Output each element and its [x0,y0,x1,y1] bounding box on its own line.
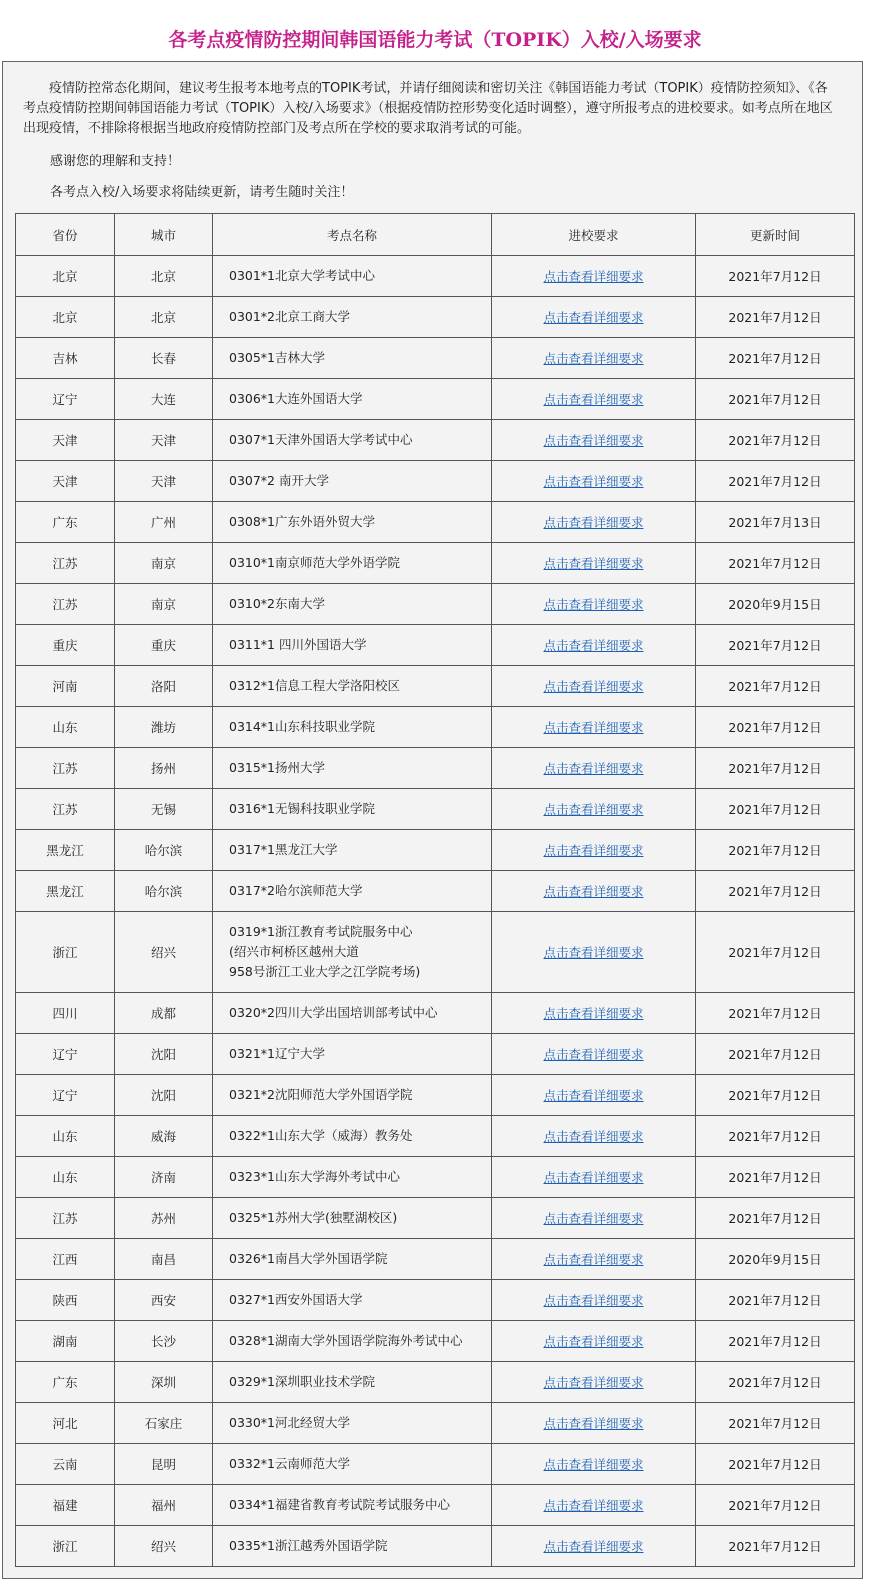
city-cell: 沈阳 [115,1034,213,1075]
site-name: 0317*2哈尔滨师范大学 [229,883,363,898]
site-name: 0308*1广东外语外贸大学 [229,514,376,529]
table-row [16,1526,855,1567]
update-note: 各考点入校/入场要求将陆续更新，请考生随时关注！ [50,185,354,200]
update-time-cell: 2021年7月12日 [696,748,855,789]
update-time-cell: 2021年7月12日 [696,461,855,502]
city-cell: 南京 [115,543,213,584]
site-name: 0306*1大连外国语大学 [229,391,363,406]
city-cell: 石家庄 [115,1403,213,1444]
city-cell: 绍兴 [115,912,213,993]
site-name-cell [213,379,492,420]
update-time-cell: 2021年7月12日 [696,830,855,871]
view-requirements-link[interactable]: 点击查看详细要求 [543,1006,644,1021]
site-name: 0326*1南昌大学外国语学院 [229,1251,388,1266]
city-cell: 北京 [115,297,213,338]
site-name-cell [213,1034,492,1075]
table-row [16,707,855,748]
city-cell: 重庆 [115,625,213,666]
province-cell: 辽宁 [16,1075,115,1116]
requirements-cell [492,338,696,379]
update-time-cell: 2021年7月12日 [696,912,855,993]
view-requirements-link[interactable]: 点击查看详细要求 [543,843,644,858]
thanks-text: 感谢您的理解和支持！ [50,154,181,169]
requirements-cell [492,1485,696,1526]
update-time-cell: 2021年7月12日 [696,543,855,584]
city-cell: 长春 [115,338,213,379]
update-time-cell: 2021年7月12日 [696,1157,855,1198]
view-requirements-link[interactable]: 点击查看详细要求 [543,1293,644,1308]
province-cell: 黑龙江 [16,830,115,871]
province-cell: 河北 [16,1403,115,1444]
province-cell: 天津 [16,461,115,502]
table-row [16,502,855,543]
city-cell: 西安 [115,1280,213,1321]
province-cell: 天津 [16,420,115,461]
table-row [16,830,855,871]
province-cell: 江苏 [16,584,115,625]
intro-text: 疫情防控常态化期间，建议考生报考本地考点的TOPIK考试，并请仔细阅读和密切关注《韩国语能力考试（TOPIK）疫情防控须知》、《各考点疫情防控期间韩国语能力考试（TOPIK）入校/入场要求》（根据疫情防控形势变化适时调整），遵守所报考点的进校要求。如考点所在地区出现疫情，不排除将根据当地政府疫情防控部门及考点所在学校的要求取消考试的可能。 [23,81,833,136]
table-row [16,871,855,912]
site-name-cell [213,912,492,993]
view-requirements-link[interactable]: 点击查看详细要求 [543,515,644,530]
site-name: 0329*1深圳职业技术学院 [229,1374,376,1389]
table-row [16,1198,855,1239]
update-time-cell: 2021年7月12日 [696,420,855,461]
page-title: 各考点疫情防控期间韩国语能力考试（TOPIK）入校/入场要求 [168,29,702,51]
table-row [16,461,855,502]
site-name-cell [213,1526,492,1567]
site-name: 0321*1辽宁大学 [229,1046,326,1061]
requirements-cell [492,1157,696,1198]
update-time-cell: 2021年7月12日 [696,1403,855,1444]
requirements-cell [492,666,696,707]
site-name-cell [213,871,492,912]
province-cell: 北京 [16,297,115,338]
requirements-cell [492,1239,696,1280]
table-row [16,748,855,789]
view-requirements-link[interactable]: 点击查看详细要求 [543,1252,644,1267]
update-time-cell: 2021年7月12日 [696,1116,855,1157]
city-cell: 沈阳 [115,1075,213,1116]
requirements-cell [492,1198,696,1239]
site-name-cell [213,256,492,297]
exam-site-table [15,213,855,1567]
view-requirements-link[interactable]: 点击查看详细要求 [543,679,644,694]
site-name-cell [213,830,492,871]
table-row [16,666,855,707]
province-cell: 江苏 [16,1198,115,1239]
requirements-cell [492,912,696,993]
header-update-time: 更新时间 [696,214,855,256]
site-name: 0311*1 四川外国语大学 [229,637,367,652]
table-row [16,256,855,297]
site-name: 0307*1天津外国语大学考试中心 [229,432,413,447]
table-row [16,1321,855,1362]
city-cell: 南昌 [115,1239,213,1280]
update-time-cell: 2021年7月12日 [696,297,855,338]
site-name: 0319*1浙江教育考试院服务中心 [229,924,413,939]
site-name-cell [213,625,492,666]
update-time-cell: 2021年7月12日 [696,338,855,379]
header-city: 城市 [115,214,213,256]
table-row [16,1116,855,1157]
site-name: 0316*1无锡科技职业学院 [229,801,376,816]
province-cell: 江苏 [16,748,115,789]
site-name-cell [213,502,492,543]
update-time-cell: 2021年7月12日 [696,1321,855,1362]
update-time-cell: 2021年7月12日 [696,1526,855,1567]
province-cell: 山东 [16,1157,115,1198]
view-requirements-link[interactable]: 点击查看详细要求 [543,884,644,899]
site-name: 0335*1浙江越秀外国语学院 [229,1538,388,1553]
table-row [16,912,855,993]
view-requirements-link[interactable]: 点击查看详细要求 [543,474,644,489]
site-name-cell [213,1485,492,1526]
update-time-cell: 2021年7月12日 [696,625,855,666]
site-name-cell [213,666,492,707]
update-time-cell: 2021年7月12日 [696,789,855,830]
site-name: 0310*1南京师范大学外语学院 [229,555,401,570]
requirements-cell [492,502,696,543]
view-requirements-link[interactable]: 点击查看详细要求 [543,1457,644,1472]
view-requirements-link[interactable]: 点击查看详细要求 [543,1211,644,1226]
site-name-cell [213,1075,492,1116]
requirements-cell [492,625,696,666]
site-name: 0305*1吉林大学 [229,350,326,365]
site-address-line: (绍兴市柯桥区越州大道 [229,944,359,959]
requirements-cell [492,1362,696,1403]
requirements-cell [492,584,696,625]
table-row [16,1403,855,1444]
update-time-cell: 2021年7月12日 [696,1075,855,1116]
province-cell: 云南 [16,1444,115,1485]
city-cell: 成都 [115,993,213,1034]
site-name-cell [213,707,492,748]
city-cell: 深圳 [115,1362,213,1403]
city-cell: 苏州 [115,1198,213,1239]
table-row [16,1157,855,1198]
update-time-cell: 2021年7月12日 [696,1444,855,1485]
table-row [16,1239,855,1280]
table-row [16,297,855,338]
view-requirements-link[interactable]: 点击查看详细要求 [543,597,644,612]
content-panel [2,61,863,1579]
province-cell: 河南 [16,666,115,707]
requirements-cell [492,461,696,502]
update-time-cell: 2021年7月12日 [696,1485,855,1526]
site-name-cell [213,789,492,830]
view-requirements-link[interactable]: 点击查看详细要求 [543,1375,644,1390]
table-row [16,543,855,584]
site-name-cell [213,461,492,502]
intro-paragraph [23,79,838,139]
update-time-cell: 2021年7月12日 [696,871,855,912]
requirements-cell [492,789,696,830]
header-province: 省份 [16,214,115,256]
view-requirements-link[interactable]: 点击查看详细要求 [543,351,644,366]
city-cell: 无锡 [115,789,213,830]
update-time-cell: 2021年7月12日 [696,993,855,1034]
view-requirements-link[interactable]: 点击查看详细要求 [543,1170,644,1185]
city-cell: 南京 [115,584,213,625]
requirements-cell [492,543,696,584]
province-cell: 江西 [16,1239,115,1280]
requirements-cell [492,1116,696,1157]
province-cell: 四川 [16,993,115,1034]
city-cell: 济南 [115,1157,213,1198]
province-cell: 江苏 [16,789,115,830]
site-name-cell [213,543,492,584]
table-row [16,1444,855,1485]
city-cell: 长沙 [115,1321,213,1362]
site-name-cell [213,1403,492,1444]
view-requirements-link[interactable]: 点击查看详细要求 [543,392,644,407]
site-name-cell [213,338,492,379]
city-cell: 天津 [115,420,213,461]
province-cell: 浙江 [16,1526,115,1567]
site-name-cell [213,1157,492,1198]
site-name: 0325*1苏州大学(独墅湖校区) [229,1210,398,1225]
province-cell: 福建 [16,1485,115,1526]
site-name: 0301*1北京大学考试中心 [229,268,376,283]
site-name-cell [213,1116,492,1157]
site-name: 0301*2北京工商大学 [229,309,351,324]
requirements-cell [492,256,696,297]
province-cell: 江苏 [16,543,115,584]
city-cell: 福州 [115,1485,213,1526]
update-time-cell: 2020年9月15日 [696,1239,855,1280]
province-cell: 浙江 [16,912,115,993]
view-requirements-link[interactable]: 点击查看详细要求 [543,1416,644,1431]
update-time-cell: 2021年7月12日 [696,379,855,420]
requirements-cell [492,379,696,420]
view-requirements-link[interactable]: 点击查看详细要求 [543,802,644,817]
province-cell: 山东 [16,707,115,748]
requirements-cell [492,993,696,1034]
province-cell: 陕西 [16,1280,115,1321]
site-name: 0332*1云南师范大学 [229,1456,351,1471]
view-requirements-link[interactable]: 点击查看详细要求 [543,433,644,448]
table-row [16,338,855,379]
province-cell: 广东 [16,502,115,543]
table-row [16,379,855,420]
site-name-cell [213,993,492,1034]
requirements-cell [492,1526,696,1567]
view-requirements-link[interactable]: 点击查看详细要求 [543,945,644,960]
update-time-cell: 2021年7月12日 [696,256,855,297]
site-name: 0314*1山东科技职业学院 [229,719,376,734]
view-requirements-link[interactable]: 点击查看详细要求 [543,761,644,776]
update-time-cell: 2021年7月12日 [696,707,855,748]
update-time-cell: 2021年7月12日 [696,1198,855,1239]
province-cell: 湖南 [16,1321,115,1362]
site-name: 0320*2四川大学出国培训部考试中心 [229,1005,438,1020]
site-name-cell [213,297,492,338]
city-cell: 昆明 [115,1444,213,1485]
site-name-cell [213,1198,492,1239]
requirements-cell [492,707,696,748]
province-cell: 北京 [16,256,115,297]
view-requirements-link[interactable]: 点击查看详细要求 [543,1047,644,1062]
city-cell: 大连 [115,379,213,420]
table-row [16,1034,855,1075]
site-name: 0334*1福建省教育考试院考试服务中心 [229,1497,451,1512]
site-name-cell [213,1444,492,1485]
province-cell: 辽宁 [16,1034,115,1075]
view-requirements-link[interactable]: 点击查看详细要求 [543,720,644,735]
table-body [16,256,855,1567]
site-name: 0330*1河北经贸大学 [229,1415,351,1430]
table-header-row [16,214,855,256]
site-name: 0321*2沈阳师范大学外国语学院 [229,1087,413,1102]
city-cell: 扬州 [115,748,213,789]
site-name: 0307*2 南开大学 [229,473,329,488]
city-cell: 绍兴 [115,1526,213,1567]
update-time-cell: 2021年7月12日 [696,1034,855,1075]
site-name-cell [213,1280,492,1321]
city-cell: 天津 [115,461,213,502]
city-cell: 哈尔滨 [115,830,213,871]
requirements-cell [492,1403,696,1444]
site-name-cell [213,420,492,461]
table-row [16,1280,855,1321]
city-cell: 威海 [115,1116,213,1157]
requirements-cell [492,297,696,338]
table-row [16,625,855,666]
view-requirements-link[interactable]: 点击查看详细要求 [543,1539,644,1554]
province-cell: 辽宁 [16,379,115,420]
city-cell: 广州 [115,502,213,543]
view-requirements-link[interactable]: 点击查看详细要求 [543,556,644,571]
requirements-cell [492,420,696,461]
update-time-cell: 2021年7月13日 [696,502,855,543]
site-name: 0317*1黑龙江大学 [229,842,338,857]
update-time-cell: 2021年7月12日 [696,1280,855,1321]
requirements-cell [492,1075,696,1116]
province-cell: 山东 [16,1116,115,1157]
update-time-cell: 2020年9月15日 [696,584,855,625]
table-row [16,1075,855,1116]
site-name-cell [213,584,492,625]
site-address-line: 958号浙江工业大学之江学院考场) [229,964,421,979]
province-cell: 重庆 [16,625,115,666]
table-row [16,420,855,461]
site-name-cell [213,1239,492,1280]
province-cell: 吉林 [16,338,115,379]
view-requirements-link[interactable]: 点击查看详细要求 [543,1334,644,1349]
update-time-cell: 2021年7月12日 [696,1362,855,1403]
site-name: 0322*1山东大学（威海）教务处 [229,1128,413,1143]
requirements-cell [492,1280,696,1321]
city-cell: 潍坊 [115,707,213,748]
requirements-cell [492,748,696,789]
requirements-cell [492,1444,696,1485]
site-name: 0327*1西安外国语大学 [229,1292,363,1307]
province-cell: 黑龙江 [16,871,115,912]
table-row [16,1485,855,1526]
header-entry-requirements: 进校要求 [492,214,696,256]
city-cell: 洛阳 [115,666,213,707]
requirements-cell [492,1321,696,1362]
requirements-cell [492,871,696,912]
table-row [16,584,855,625]
site-name: 0310*2东南大学 [229,596,326,611]
header-site-name: 考点名称 [213,214,492,256]
view-requirements-link[interactable]: 点击查看详细要求 [543,310,644,325]
table-row [16,789,855,830]
province-cell: 广东 [16,1362,115,1403]
site-name-cell [213,748,492,789]
update-time-cell: 2021年7月12日 [696,666,855,707]
requirements-cell [492,830,696,871]
view-requirements-link[interactable]: 点击查看详细要求 [543,1088,644,1103]
view-requirements-link[interactable]: 点击查看详细要求 [543,269,644,284]
requirements-cell [492,1034,696,1075]
site-name: 0328*1湖南大学外国语学院海外考试中心 [229,1333,463,1348]
city-cell: 哈尔滨 [115,871,213,912]
view-requirements-link[interactable]: 点击查看详细要求 [543,1498,644,1513]
site-name-cell [213,1321,492,1362]
city-cell: 北京 [115,256,213,297]
table-row [16,1362,855,1403]
view-requirements-link[interactable]: 点击查看详细要求 [543,1129,644,1144]
view-requirements-link[interactable]: 点击查看详细要求 [543,638,644,653]
site-name-cell [213,1362,492,1403]
site-name: 0315*1扬州大学 [229,760,326,775]
site-name: 0312*1信息工程大学洛阳校区 [229,678,401,693]
table-row [16,993,855,1034]
site-name: 0323*1山东大学海外考试中心 [229,1169,401,1184]
